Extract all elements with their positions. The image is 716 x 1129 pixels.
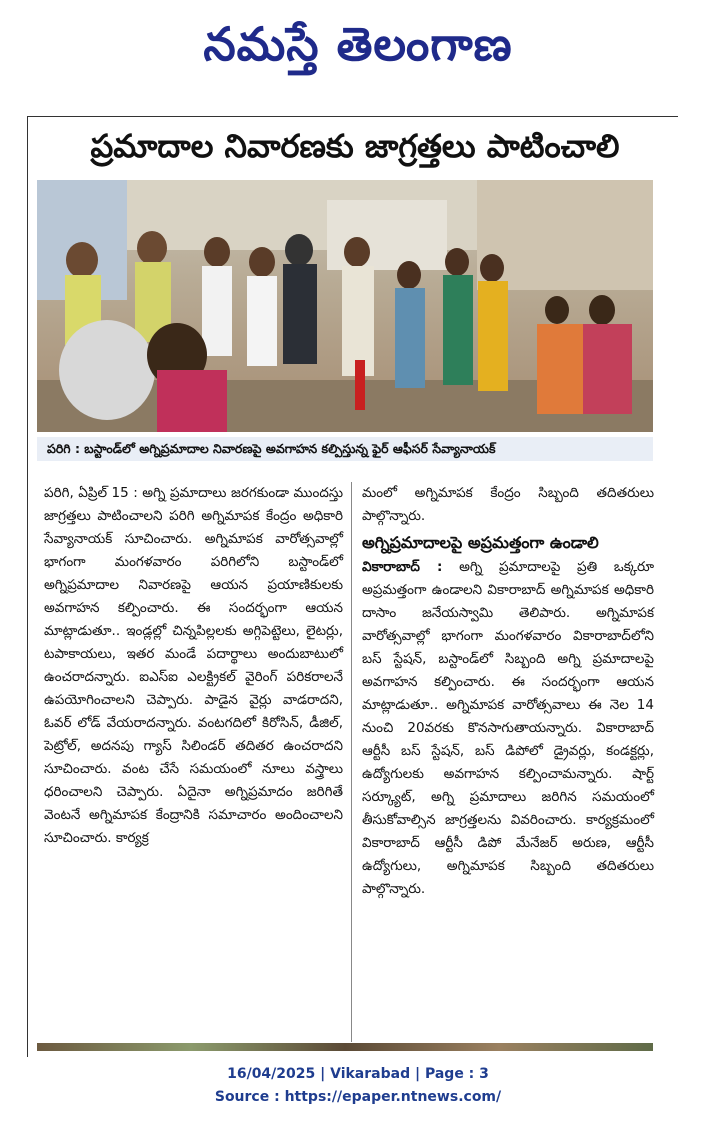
article-subheadline: అగ్నిప్రమాదాలపై అప్రమత్తంగా ఉండాలి — [362, 533, 599, 552]
left-column-text: పరిగి, ఏప్రిల్ 15 : అగ్ని ప్రమాదాలు జరగకుండా ముందస్తు జాగ్రత్తలు పాటించాలని పరిగి అగ్నిమాపక కేంద్రం అధికారి సేవ్యానాయక్ సూచించారు. అగ్నిమాపక వారోత్సవాల్లో భాగంగా మంగళవారం పరిగిలోని బస్టాండ్‌లో అగ్నిప్రమాదాల నివారణపై ఆయన ప్రయాణికులకు అవగాహన కల్పించారు. ఈ సందర్భంగా ఆయన మాట్లాడుతూ.. ఇండ్లల్లో చిన్నపిల్లలకు అగ్గిపెట్టెలు, లైటర్లు, టపాకాయలు, ఇతర మండే పదార్థాలు అందుబాటులో ఉంచరాదన్నారు. ఐఎస్ఐ ఎలక్ట్రికల్ వైరింగ్ పరికరాలనే ఉపయోగించాలని చెప్పారు. పాడైన వైర్లు వాడరాదని, ఓవర్ లోడ్ వేయరాదన్నారు. వంటగదిలో కిరోసిన్, డీజిల్, పెట్రోల్, అదనపు గ్యాస్ సిలిండర్ తదితర ఉంచరాదని సూచించారు. వంట చేసే సమయంలో నూలు వస్త్రాలు ధరించాలని చెప్పారు. ఏదైనా అగ్నిప్రమాదం జరిగితే వెంటనే అగ్నిమాపక కేంద్రానికి సమాచారం అందించాలని సూచించారు. కార్యక్ర — [44, 485, 343, 846]
footer-date-line: 16/04/2025 | Vikarabad | Page : 3 — [227, 1066, 489, 1082]
article-photo — [37, 180, 653, 432]
right-column-body: అగ్ని ప్రమాదాలపై ప్రతి ఒక్కరూ అప్రమత్తంగా ఉండాలని వికారాబాద్ అగ్నిమాపక అధికారి దాసాం జనేయస్వామి తెలిపారు. అగ్నిమాపక వారోత్సవాల్లో భాగంగా మంగళవారం వికారాబాద్‌లోని బస్ స్టేషన్, బస్టాండ్‌లో సిబ్బంది అగ్ని ప్రమాదాలపై అవగాహన కల్పించారు. ఈ సందర్భంగా ఆయన మాట్లాడుతూ.. అగ్నిమాపక వారోత్సవాలు ఈ నెల 14 నుంచి 20వరకు కొనసాగుతాయన్నారు. వికారాబాద్ ఆర్టీసీ బస్ స్టేషన్, బస్ డిపోలో డ్రైవర్లు, కండక్టర్లు, ఉద్యోగులకు అవగాహన కల్పించామన్నారు. షార్ట్ సర్క్యూట్, అగ్ని ప్రమాదాలు జరిగిన సమయంలో తీసుకోవాల్సిన జాగ్రత్తలను వివరించారు. కార్యక్రమంలో వికారాబాద్ ఆర్టీసీ డిపో మేనేజర్ అరుణ, ఆర్టీసీ ఉద్యోగులు, అగ్నిమాపక సిబ్బంది తదితరులు పాల్గొన్నారు. — [362, 559, 655, 897]
masthead — [0, 8, 716, 80]
masthead-title: నమస్తే తెలంగాణ — [203, 17, 513, 71]
article-right-column — [362, 482, 654, 1042]
right-column-byline: వికారాబాద్ : — [362, 559, 443, 575]
photo-illustration — [37, 180, 653, 432]
photo-bottom-strip — [37, 1043, 653, 1051]
right-column-body-paragraph — [362, 556, 654, 901]
photo-caption: పరిగి : బస్టాండ్‌లో అగ్నిప్రమాదాల నివారణపై అవగాహన కల్పిస్తున్న ఫైర్ ఆఫీసర్ సేవ్యానాయక్ — [37, 437, 653, 461]
right-column-intro: మంలో అగ్నిమాపక కేంద్రం సిబ్బంది తదితరులు పాల్గొన్నారు. — [362, 485, 654, 524]
article-left-column — [44, 482, 352, 1042]
footer-source-line: Source : https://epaper.ntnews.com/ — [214, 1089, 502, 1105]
article-headline: ప్రమాదాల నివారణకు జాగ్రత్తలు పాటించాలి — [90, 127, 620, 165]
